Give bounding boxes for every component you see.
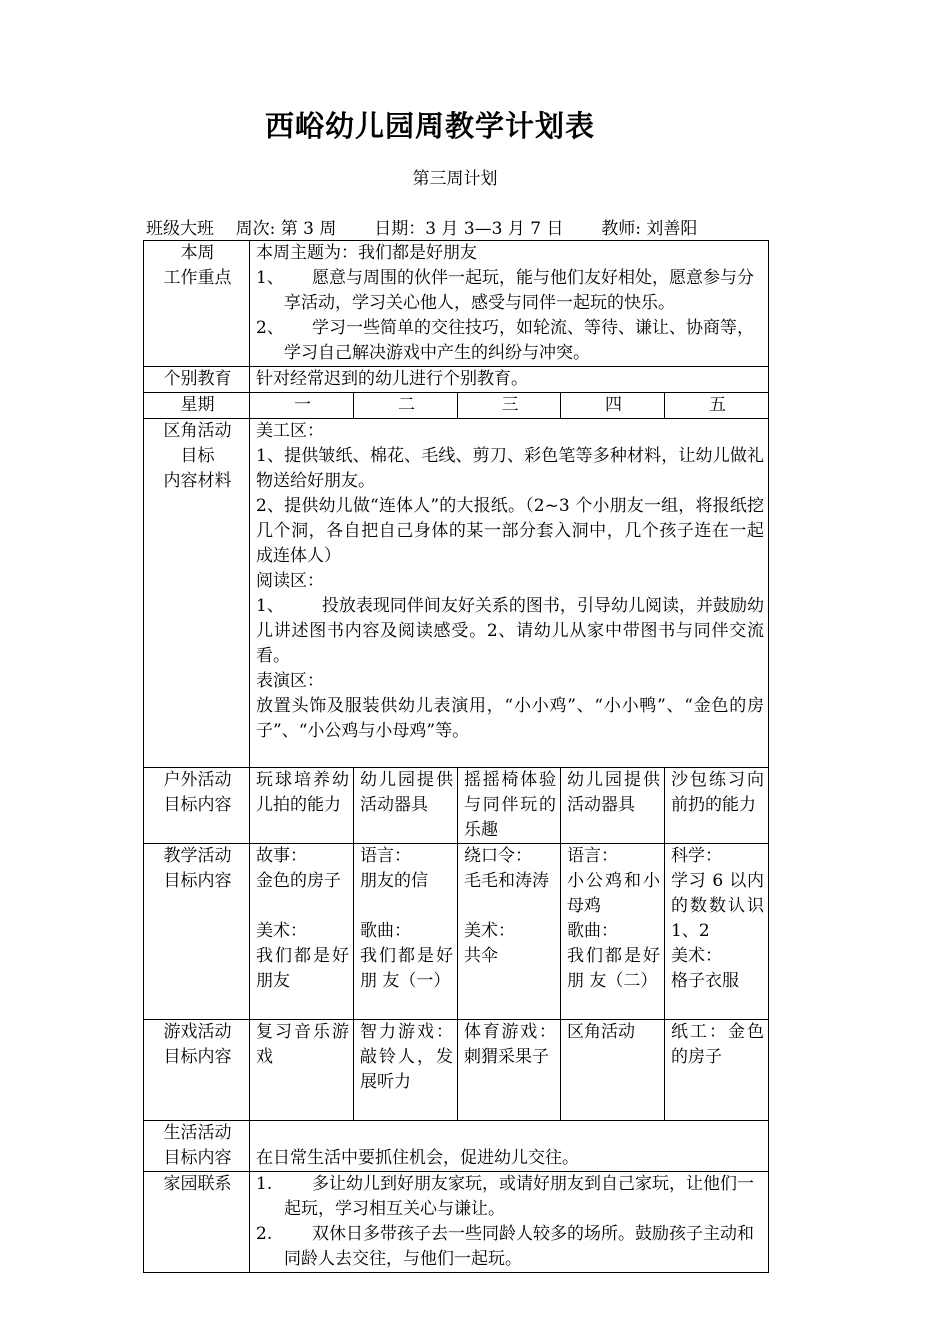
label-line: 游戏活动	[163, 1022, 232, 1042]
art-corner-item: 2、提供幼儿做“连体人”的大报纸。（2~3 个小朋友一组，将报纸挖几个洞，各自把自己身体的某一部分套入洞中，几个孩子连在一起成连体人）	[256, 496, 764, 566]
lesson-name: 小公鸡和小母鸡	[567, 871, 660, 916]
weekday-header: 五	[665, 393, 769, 419]
weekday-header: 三	[458, 393, 561, 419]
label-weekday: 星期	[144, 393, 250, 419]
row-weekly-focus	[144, 241, 769, 367]
reading-corner-item	[256, 594, 764, 669]
label-daily-life-activity	[144, 1121, 250, 1172]
home-contact-content	[250, 1172, 769, 1273]
item-text: 投放表现同伴间友好关系的图书，引导幼儿阅读，并鼓励幼儿讲述图书内容及阅读感受。2、请幼儿从家中带图书与同伴交流看。	[256, 596, 765, 666]
lesson-name: 学习 6 以内的数数认识 1、2	[671, 871, 764, 941]
game-cell: 纸工：金色的房子	[665, 1020, 769, 1121]
label-line: 目标内容	[163, 795, 232, 815]
label-home-school-contact: 家园联系	[144, 1172, 250, 1273]
row-home-school-contact	[144, 1172, 769, 1273]
focus-content	[250, 241, 769, 367]
item-number: 1、	[256, 596, 284, 616]
row-individual-education	[144, 367, 769, 393]
label-line: 生活活动	[163, 1123, 232, 1143]
focus-item	[256, 266, 764, 316]
item-number: 2.	[256, 1224, 273, 1244]
lesson-name: 毛毛和涛涛	[464, 871, 549, 891]
subject-label: 美术：	[464, 921, 515, 941]
lesson-name: 共伞	[464, 946, 498, 966]
item-number: 1.	[256, 1174, 273, 1194]
label-game-activity	[144, 1020, 250, 1121]
row-teaching-activity	[144, 844, 769, 1020]
lesson-name: 朋友的信	[360, 871, 428, 891]
row-corner-activity	[144, 419, 769, 768]
performance-corner-item: 放置头饰及服装供幼儿表演用，“小小鸡”、“小小鸭”、“金色的房子”、“小公鸡与小母鸡”等。	[256, 696, 764, 741]
item-text: 学习一些简单的交往技巧，如轮流、等待、谦让、协商等，学习自己解决游戏中产生的纠纷与冲突。	[284, 318, 754, 363]
focus-item	[256, 316, 764, 366]
teaching-cell	[458, 844, 561, 1020]
row-game-activity	[144, 1020, 769, 1121]
item-text: 愿意与周围的伙伴一起玩，能与他们友好相处，愿意参与分享活动，学习关心他人，感受与同伴一起玩的快乐。	[284, 268, 754, 313]
subject-label: 绕口令：	[464, 846, 532, 866]
daily-life-text: 在日常生活中要抓住机会，促进幼儿交往。	[250, 1121, 769, 1172]
lesson-name: 我们都是好 朋 友（二）	[567, 946, 660, 991]
game-cell: 体育游戏：刺猬采果子	[458, 1020, 561, 1121]
row-daily-life-activity	[144, 1121, 769, 1172]
weekday-header: 四	[561, 393, 665, 419]
subject-label: 语言：	[567, 846, 618, 866]
label-line: 目标内容	[163, 1148, 232, 1168]
subject-label: 歌曲：	[567, 921, 618, 941]
label-line: 户外活动	[163, 770, 232, 790]
contact-item	[256, 1222, 764, 1272]
game-cell: 智力游戏：敲铃人，发展听力	[354, 1020, 458, 1121]
teaching-cell	[665, 844, 769, 1020]
weekday-header: 一	[250, 393, 354, 419]
outdoor-cell: 幼儿园提供活动器具	[354, 768, 458, 844]
label-line: 目标内容	[163, 1047, 232, 1067]
label-individual-education: 个别教育	[144, 367, 250, 393]
label-corner-activity	[144, 419, 250, 768]
label-teaching-activity	[144, 844, 250, 1020]
outdoor-cell: 幼儿园提供活动器具	[561, 768, 665, 844]
subject-label: 故事：	[256, 846, 307, 866]
subject-label: 语言：	[360, 846, 411, 866]
class-info-line: 班级大班 周次: 第 3 周 日期：3 月 3—3 月 7 日 教师: 刘善阳	[146, 219, 698, 239]
teaching-cell	[250, 844, 354, 1020]
label-line: 内容材料	[163, 471, 232, 491]
performance-corner-title: 表演区：	[256, 671, 324, 691]
subject-label: 科学：	[671, 846, 722, 866]
lesson-name: 金色的房子	[256, 871, 341, 891]
outdoor-cell: 摇摇椅体验与同伴玩的乐趣	[458, 768, 561, 844]
corner-content	[250, 419, 769, 768]
contact-item	[256, 1172, 764, 1222]
label-line: 目标	[180, 446, 215, 466]
row-weekdays	[144, 393, 769, 419]
teaching-cell	[354, 844, 458, 1020]
lesson-name: 格子衣服	[671, 971, 739, 991]
outdoor-cell: 沙包练习向前扔的能力	[665, 768, 769, 844]
subject-label: 美术：	[671, 946, 722, 966]
subject-label: 美术：	[256, 921, 307, 941]
label-line: 本周	[180, 243, 215, 263]
label-line: 教学活动	[163, 846, 232, 866]
label-line: 工作重点	[163, 268, 232, 288]
reading-corner-title: 阅读区：	[256, 571, 324, 591]
lesson-name: 我们都是好 朋 友（一）	[360, 946, 453, 991]
weekly-theme: 本周主题为：我们都是好朋友	[256, 243, 477, 263]
item-number: 2、	[256, 318, 284, 338]
outdoor-cell: 玩球培养幼儿拍的能力	[250, 768, 354, 844]
label-weekly-focus	[144, 241, 250, 367]
art-corner-title: 美工区：	[256, 421, 324, 441]
row-outdoor-activity	[144, 768, 769, 844]
game-cell: 区角活动	[561, 1020, 665, 1121]
game-cell: 复习音乐游戏	[250, 1020, 354, 1121]
page-subtitle: 第三周计划	[412, 169, 498, 189]
weekday-header: 二	[354, 393, 458, 419]
item-text: 双休日多带孩子去一些同龄人较多的场所。鼓励孩子主动和同龄人去交往，与他们一起玩。	[284, 1224, 754, 1269]
label-line: 目标内容	[163, 871, 232, 891]
page-title: 西峪幼儿园周教学计划表	[264, 109, 595, 143]
weekly-plan-table	[143, 240, 769, 1273]
item-number: 1、	[256, 268, 284, 288]
individual-education-text: 针对经常迟到的幼儿进行个别教育。	[250, 367, 769, 393]
item-text: 多让幼儿到好朋友家玩，或请好朋友到自己家玩，让他们一起玩，学习相互关心与谦让。	[284, 1174, 754, 1219]
teaching-cell	[561, 844, 665, 1020]
label-outdoor-activity	[144, 768, 250, 844]
art-corner-item: 1、提供皱纸、棉花、毛线、剪刀、彩色笔等多种材料，让幼儿做礼物送给好朋友。	[256, 446, 764, 491]
label-line: 区角活动	[163, 421, 232, 441]
lesson-name: 我们都是好朋友	[256, 946, 349, 991]
subject-label: 歌曲：	[360, 921, 411, 941]
